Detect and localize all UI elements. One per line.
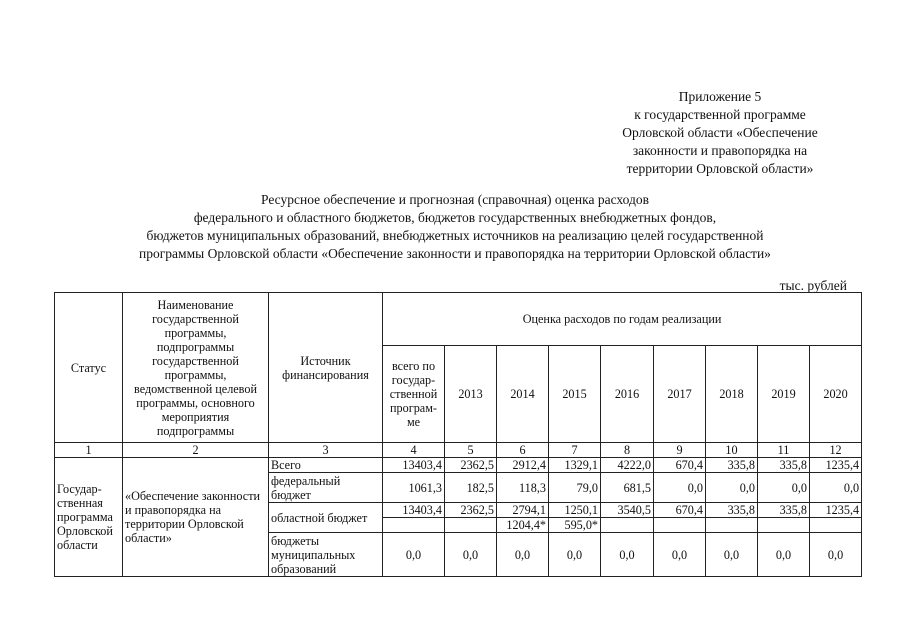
title-line: федерального и областного бюджетов, бюджетов государственных внебюджетных фондов, bbox=[193, 210, 717, 225]
header-estimate: Оценка расходов по годам реализации bbox=[383, 293, 862, 346]
header-year: 2015 bbox=[549, 346, 601, 443]
value-cell: 0,0 bbox=[758, 473, 810, 503]
column-number: 2 bbox=[123, 443, 269, 458]
extra-value-cell bbox=[601, 518, 654, 533]
column-number: 10 bbox=[706, 443, 758, 458]
value-cell: 0,0 bbox=[758, 533, 810, 577]
value-cell: 2362,5 bbox=[445, 503, 497, 518]
extra-value-cell bbox=[810, 518, 862, 533]
appendix-line: Орловской области «Обеспечение bbox=[622, 125, 818, 140]
value-cell: 0,0 bbox=[654, 533, 706, 577]
value-cell: 670,4 bbox=[654, 503, 706, 518]
value-cell: 1235,4 bbox=[810, 503, 862, 518]
value-cell: 335,8 bbox=[758, 503, 810, 518]
value-cell: 0,0 bbox=[706, 473, 758, 503]
value-cell: 3540,5 bbox=[601, 503, 654, 518]
header-year: 2018 bbox=[706, 346, 758, 443]
value-cell: 1250,1 bbox=[549, 503, 601, 518]
header-year: 2019 bbox=[758, 346, 810, 443]
source-cell: Всего bbox=[269, 458, 383, 473]
column-number: 4 bbox=[383, 443, 445, 458]
value-cell: 670,4 bbox=[654, 458, 706, 473]
value-cell: 2362,5 bbox=[445, 458, 497, 473]
column-number: 1 bbox=[55, 443, 123, 458]
header-year: 2017 bbox=[654, 346, 706, 443]
value-cell: 335,8 bbox=[706, 458, 758, 473]
appendix-block bbox=[560, 88, 880, 178]
appendix-line: территории Орловской области» bbox=[626, 161, 814, 176]
value-cell: 0,0 bbox=[810, 533, 862, 577]
column-number: 12 bbox=[810, 443, 862, 458]
value-cell: 0,0 bbox=[445, 533, 497, 577]
extra-value-cell: 1204,4* bbox=[497, 518, 549, 533]
source-cell: бюджеты муниципальных образований bbox=[269, 533, 383, 577]
extra-value-cell: 595,0* bbox=[549, 518, 601, 533]
budget-table bbox=[54, 292, 862, 577]
extra-value-cell bbox=[758, 518, 810, 533]
title-line: программы Орловской области «Обеспечение законности и правопорядка на территории Орловской области» bbox=[139, 246, 771, 261]
value-cell: 681,5 bbox=[601, 473, 654, 503]
extra-value-cell bbox=[445, 518, 497, 533]
column-number: 11 bbox=[758, 443, 810, 458]
value-cell: 1235,4 bbox=[810, 458, 862, 473]
column-number: 7 bbox=[549, 443, 601, 458]
value-cell: 0,0 bbox=[549, 533, 601, 577]
appendix-line: к государственной программе bbox=[634, 107, 806, 122]
value-cell: 1329,1 bbox=[549, 458, 601, 473]
header-total: всего по государ-ственной програм-ме bbox=[383, 346, 445, 443]
header-status: Статус bbox=[55, 293, 123, 443]
header-row-top bbox=[55, 293, 862, 346]
header-year: 2014 bbox=[497, 346, 549, 443]
column-number: 5 bbox=[445, 443, 497, 458]
column-number: 9 bbox=[654, 443, 706, 458]
value-cell: 4222,0 bbox=[601, 458, 654, 473]
header-name: Наименование государственной программы, подпрограммы государственной программы, ведомственной целевой программы, основного мероприятия подпрограммы bbox=[123, 293, 269, 443]
value-cell: 335,8 bbox=[758, 458, 810, 473]
table-row bbox=[55, 458, 862, 473]
appendix-line: Приложение 5 bbox=[678, 89, 762, 104]
header-year: 2013 bbox=[445, 346, 497, 443]
value-cell: 118,3 bbox=[497, 473, 549, 503]
value-cell: 0,0 bbox=[601, 533, 654, 577]
source-cell: областной бюджет bbox=[269, 503, 383, 533]
value-cell: 2912,4 bbox=[497, 458, 549, 473]
extra-value-cell bbox=[383, 518, 445, 533]
column-number: 6 bbox=[497, 443, 549, 458]
program-name-cell: «Обеспечение законности и правопорядка на территории Орловской области» bbox=[123, 458, 269, 577]
title-line: Ресурсное обеспечение и прогнозная (справочная) оценка расходов bbox=[261, 192, 649, 207]
value-cell: 0,0 bbox=[654, 473, 706, 503]
value-cell: 2794,1 bbox=[497, 503, 549, 518]
value-cell: 0,0 bbox=[497, 533, 549, 577]
column-number-row bbox=[55, 443, 862, 458]
document-title bbox=[70, 191, 840, 263]
value-cell: 13403,4 bbox=[383, 458, 445, 473]
header-source: Источник финансирования bbox=[269, 293, 383, 443]
source-cell: федеральный бюджет bbox=[269, 473, 383, 503]
value-cell: 182,5 bbox=[445, 473, 497, 503]
value-cell: 79,0 bbox=[549, 473, 601, 503]
column-number: 3 bbox=[269, 443, 383, 458]
appendix-line: законности и правопорядка на bbox=[632, 143, 808, 158]
value-cell: 0,0 bbox=[706, 533, 758, 577]
value-cell: 0,0 bbox=[383, 533, 445, 577]
value-cell: 13403,4 bbox=[383, 503, 445, 518]
value-cell: 335,8 bbox=[706, 503, 758, 518]
column-number: 8 bbox=[601, 443, 654, 458]
extra-value-cell bbox=[654, 518, 706, 533]
value-cell: 1061,3 bbox=[383, 473, 445, 503]
extra-value-cell bbox=[706, 518, 758, 533]
header-year: 2016 bbox=[601, 346, 654, 443]
status-cell: Государ-ственная программа Орловской области bbox=[55, 458, 123, 577]
value-cell: 0,0 bbox=[810, 473, 862, 503]
title-line: бюджетов муниципальных образований, внебюджетных источников на реализацию целей государственной bbox=[146, 228, 764, 243]
header-year: 2020 bbox=[810, 346, 862, 443]
units-label: тыс. рублей bbox=[779, 278, 847, 293]
